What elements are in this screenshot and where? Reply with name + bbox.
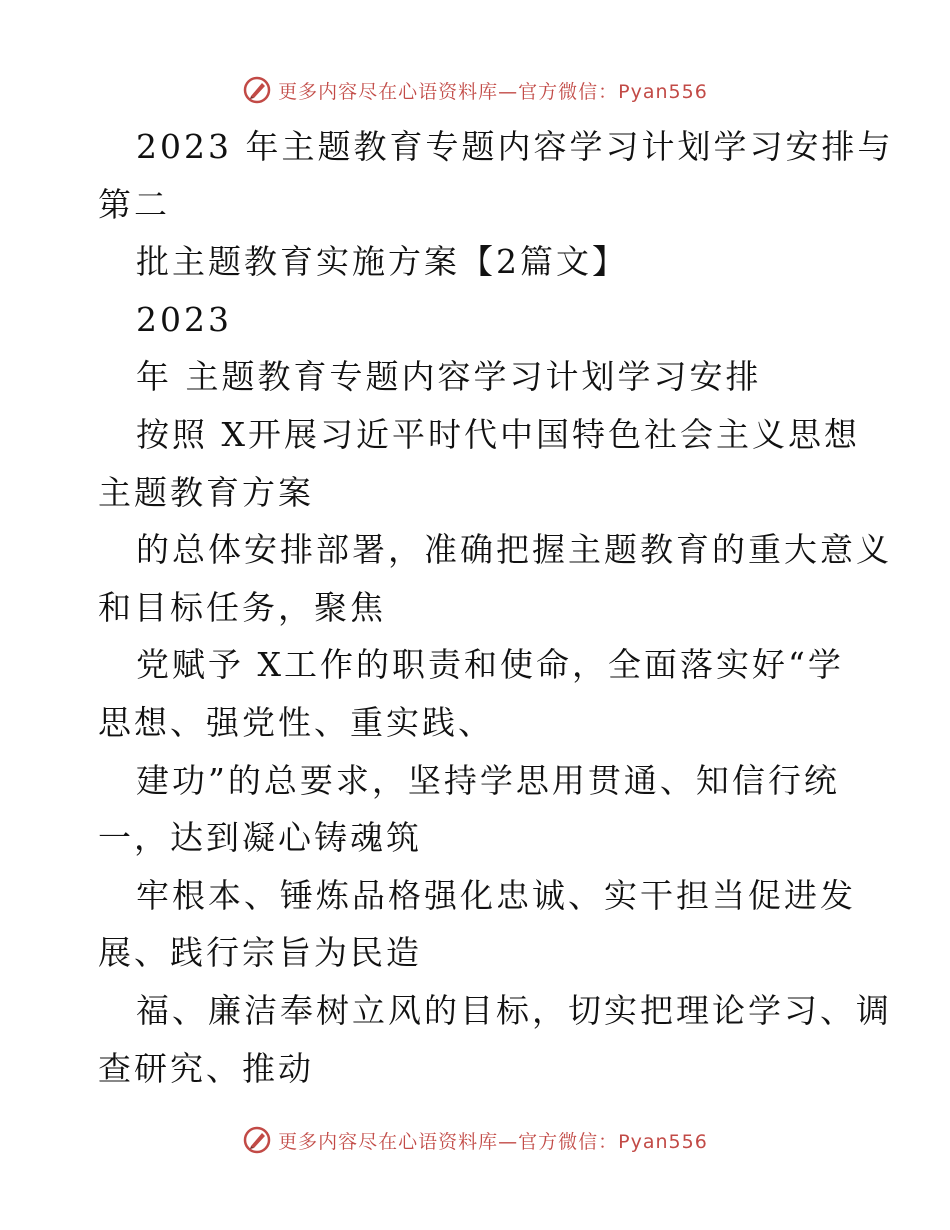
document-line: 批主题教育实施方案【2篇文】 [136,242,628,282]
header-watermark-text: 更多内容尽在心语资料库—官方微信：Pyan556 [278,80,708,103]
document-line: 建功”的总要求，坚持学思用贯通、知信行统 [136,760,840,800]
pen-circle-logo-icon [242,1125,272,1155]
document-line: 党赋予 X工作的职责和使命，全面落实好“学 [136,645,844,685]
document-line: 按照 X开展习近平时代中国特色社会主义思想 [136,414,860,454]
document-line: 展、践行宗旨为民造 [98,933,422,973]
document-line: 主题教育方案 [98,472,314,512]
pen-circle-logo-icon [242,75,272,105]
document-line: 福、廉洁奉树立风的目标，切实把理论学习、调 [136,990,892,1030]
document-line: 第二 [98,184,170,224]
document-line: 年 主题教育专题内容学习计划学习安排 [136,357,762,397]
document-line: 思想、强党性、重实践、 [98,702,494,742]
document-body [98,118,894,1097]
document-line: 2023 [136,299,232,339]
document-line: 和目标任务，聚焦 [98,587,386,627]
footer-watermark-text: 更多内容尽在心语资料库—官方微信：Pyan556 [278,1130,708,1153]
document-line: 2023 年主题教育专题内容学习计划学习安排与 [136,127,894,166]
header-watermark [0,70,950,110]
document-line: 查研究、推动 [98,1048,314,1088]
document-line: 牢根本、锤炼品格强化忠诚、实干担当促进发 [136,875,856,915]
footer-watermark [0,1120,950,1160]
document-line: 的总体安排部署，准确把握主题教育的重大意义 [136,530,892,570]
document-line: 一，达到凝心铸魂筑 [98,818,422,858]
